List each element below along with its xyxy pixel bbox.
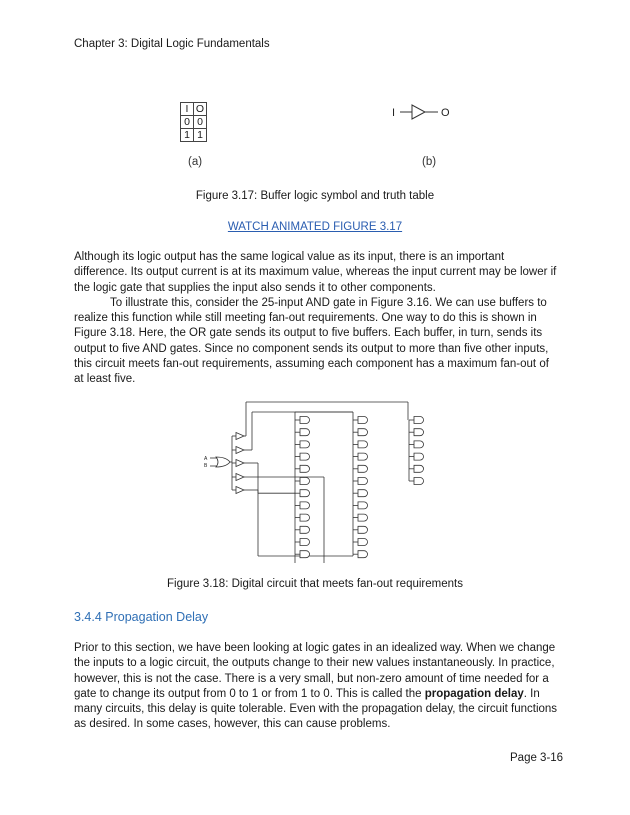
and-gate-icon bbox=[300, 526, 310, 533]
buffer-gate-icon bbox=[236, 447, 244, 454]
and-gate-icon bbox=[300, 502, 310, 509]
and-gate-icon bbox=[300, 429, 310, 436]
section-body-text bbox=[74, 641, 558, 733]
table-cell: 0 bbox=[194, 116, 207, 129]
table-header-cell: O bbox=[194, 103, 207, 116]
page-number: Page 3-16 bbox=[510, 752, 564, 764]
circuit-gates bbox=[216, 417, 424, 558]
and-gate-icon bbox=[358, 526, 368, 533]
and-gate-icon bbox=[414, 465, 424, 472]
paragraph: Although its logic output has the same logical value as its input, there is an important difference. Its output current is at its maximum value, whereas the input current may be lower if the logic gate that supplies the input also sends it to other components. bbox=[74, 251, 557, 294]
buffer-gate-icon bbox=[236, 433, 244, 440]
and-gate-icon bbox=[414, 453, 424, 460]
and-gate-icon bbox=[358, 417, 368, 424]
table-cell: 1 bbox=[194, 129, 207, 142]
and-gate-icon bbox=[358, 429, 368, 436]
and-gate-icon bbox=[358, 453, 368, 460]
and-gate-icon bbox=[358, 514, 368, 521]
and-gate-icon bbox=[358, 490, 368, 497]
and-gate-icon bbox=[300, 417, 310, 424]
section-heading: 3.4.4 Propagation Delay bbox=[74, 610, 209, 624]
symbol-output-label: O bbox=[441, 107, 450, 119]
and-gate-icon bbox=[300, 465, 310, 472]
table-row bbox=[181, 116, 207, 129]
and-gate-icon bbox=[414, 417, 424, 424]
and-gate-icon bbox=[358, 539, 368, 546]
paragraph-text: . In many circuits, this delay is quite tolerable. Even with the propagation delay, the circuit functions as desired. In some cases, however, this can cause problems. bbox=[74, 687, 558, 731]
and-gate-icon bbox=[358, 478, 368, 485]
paragraph bbox=[74, 641, 558, 733]
bold-term: propagation delay bbox=[424, 687, 524, 700]
table-cell: 0 bbox=[181, 116, 194, 129]
figure-318-caption: Figure 3.18: Digital circuit that meets fan-out requirements bbox=[167, 578, 463, 590]
buffer-gate-icon bbox=[236, 460, 244, 467]
buffer-gate-icon bbox=[236, 487, 244, 494]
figure-label-b: (b) bbox=[422, 156, 437, 168]
and-gate-icon bbox=[300, 478, 310, 485]
figure-label-a: (a) bbox=[188, 156, 203, 168]
buffer-gate-icon bbox=[236, 474, 244, 481]
fan-out-circuit-diagram bbox=[200, 398, 440, 563]
paragraph: To illustrate this, consider the 25-input AND gate in Figure 3.16. We can use buffers to realize this function while still meeting fan-out requirements. One way to do this is shown in Figure 3.18. Here, the OR gate sends its output to five buffers. Each buffer, in turn, sends its output to five AND gates. Since no component sends its output to more than five other inputs, this circuit meets fan-out requirements, assuming each component has a maximum fan-out of at least five. bbox=[74, 296, 549, 386]
and-gate-icon bbox=[358, 441, 368, 448]
and-gate-icon bbox=[358, 502, 368, 509]
and-gate-icon bbox=[300, 453, 310, 460]
figure-317-caption: Figure 3.17: Buffer logic symbol and truth table bbox=[195, 190, 435, 202]
circuit-wires bbox=[210, 402, 414, 563]
chapter-header: Chapter 3: Digital Logic Fundamentals bbox=[74, 38, 270, 50]
and-gate-icon bbox=[300, 539, 310, 546]
or-gate-icon bbox=[216, 457, 230, 467]
and-gate-icon bbox=[300, 514, 310, 521]
buffer-truth-table bbox=[180, 102, 207, 142]
symbol-input-label: I bbox=[392, 107, 396, 119]
table-header-cell: I bbox=[181, 103, 194, 116]
and-gate-icon bbox=[300, 551, 310, 558]
and-gate-icon bbox=[414, 429, 424, 436]
and-gate-icon bbox=[358, 465, 368, 472]
table-cell: 1 bbox=[181, 129, 194, 142]
table-row bbox=[181, 129, 207, 142]
input-b-label: B bbox=[204, 463, 208, 469]
table-header-row bbox=[181, 103, 207, 116]
body-text bbox=[74, 250, 558, 388]
and-gate-icon bbox=[414, 478, 424, 485]
and-gate-icon bbox=[300, 490, 310, 497]
paragraph-text: Prior to this section, we have been looking at logic gates in an idealized way. When we change the inputs to a logic circuit, the outputs change to their new values instantaneously. In practice, however, this is not the case. There is a very small, but non-zero amount of time needed for a gate to change its output from 0 to 1 or from 1 to 0. This is called the bbox=[74, 642, 556, 700]
and-gate-icon bbox=[358, 551, 368, 558]
buffer-symbol-icon bbox=[388, 100, 458, 124]
watch-animated-figure-link[interactable]: WATCH ANIMATED FIGURE 3.17 bbox=[227, 221, 403, 233]
and-gate-icon bbox=[300, 441, 310, 448]
and-gate-icon bbox=[414, 441, 424, 448]
input-a-label: A bbox=[204, 456, 208, 462]
